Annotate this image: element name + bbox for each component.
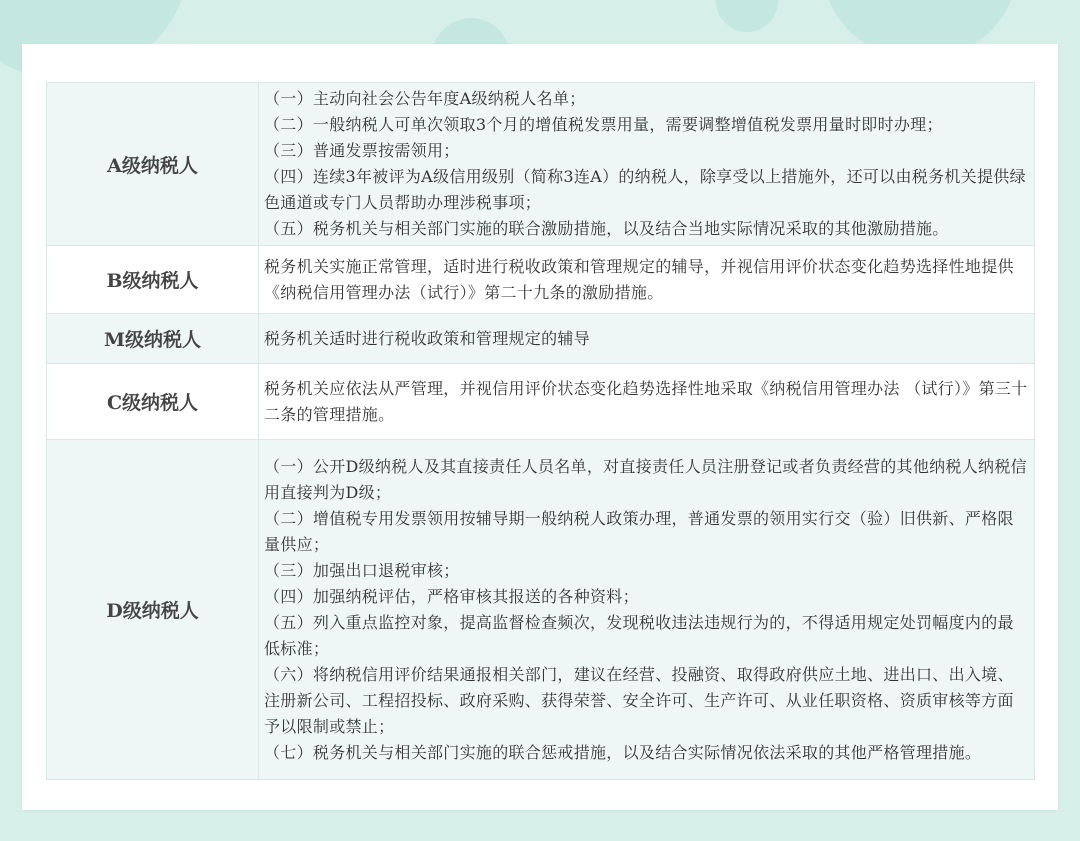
level-label-a: A级纳税人 — [47, 83, 259, 246]
measure-line: （二）一般纳税人可单次领取3个月的增值税发票用量，需要调整增值税发票用量时即时办理； — [264, 115, 943, 134]
table-row-d — [47, 440, 1035, 780]
measure-line: 税务机关应依法从严管理，并视信用评价状态变化趋势选择性地采取《纳税信用管理办法 （试行）》第三十二条的管理措施。 — [264, 378, 1028, 424]
decor-circle-small — [716, 0, 778, 32]
measure-line: 税务机关适时进行税收政策和管理规定的辅导 — [264, 328, 591, 348]
measure-line: （四）加强纳税评估，严格审核其报送的各种资料； — [264, 586, 639, 606]
measures-cell-b — [259, 246, 1035, 314]
measure-line: （六）将纳税信用评价结果通报相关部门，建议在经营、投融资、取得政府供应土地、进出口、出入境、注册新公司、工程招投标、政府采购、获得荣誉、安全许可、生产许可、从业任职资格、资质审核等方面予以限制或禁止； — [264, 664, 1014, 736]
content-card — [22, 44, 1058, 810]
measures-cell-d — [259, 440, 1035, 780]
table-row-a — [47, 83, 1035, 246]
measure-line: （一）公开D级纳税人及其直接责任人员名单，对直接责任人员注册登记或者负责经营的其他纳税人纳税信用直接判为D级； — [264, 456, 1027, 502]
level-label-m: M级纳税人 — [47, 314, 259, 364]
measures-cell-m — [259, 314, 1035, 364]
measure-line: （二）增值税专用发票领用按辅导期一般纳税人政策办理，普通发票的领用实行交（验）旧供新、严格限量供应； — [264, 508, 1014, 554]
level-label-b: B级纳税人 — [47, 246, 259, 314]
measures-cell-c — [259, 364, 1035, 440]
measure-line: （五）列入重点监控对象，提高监督检查频次，发现税收违法违规行为的，不得适用规定处罚幅度内的最低标准； — [264, 612, 1014, 658]
measure-line: （三）加强出口退税审核； — [264, 560, 460, 580]
table-row-b — [47, 246, 1035, 314]
table-row-m — [47, 314, 1035, 364]
level-label-d: D级纳税人 — [47, 440, 259, 780]
measure-line: （一）主动向社会公告年度A级纳税人名单； — [264, 89, 586, 108]
measures-cell-a — [259, 83, 1035, 246]
measure-line: 税务机关实施正常管理，适时进行税收政策和管理规定的辅导，并视信用评价状态变化趋势选择性地提供《纳税信用管理办法（试行）》第二十九条的激励措施。 — [264, 256, 1014, 302]
measure-line: （四）连续3年被评为A级信用级别（简称3连A）的纳税人，除享受以上措施外，还可以由税务机关提供绿色通道或专门人员帮助办理涉税事项； — [264, 167, 1026, 212]
measure-line: （五）税务机关与相关部门实施的联合激励措施，以及结合当地实际情况采取的其他激励措施。 — [264, 219, 949, 238]
measure-line: （三）普通发票按需领用； — [264, 141, 460, 160]
table-row-c — [47, 364, 1035, 440]
level-label-c: C级纳税人 — [47, 364, 259, 440]
taxpayer-credit-table — [46, 82, 1035, 780]
measure-line: （七）税务机关与相关部门实施的联合惩戒措施，以及结合实际情况依法采取的其他严格管理措施。 — [264, 742, 982, 762]
